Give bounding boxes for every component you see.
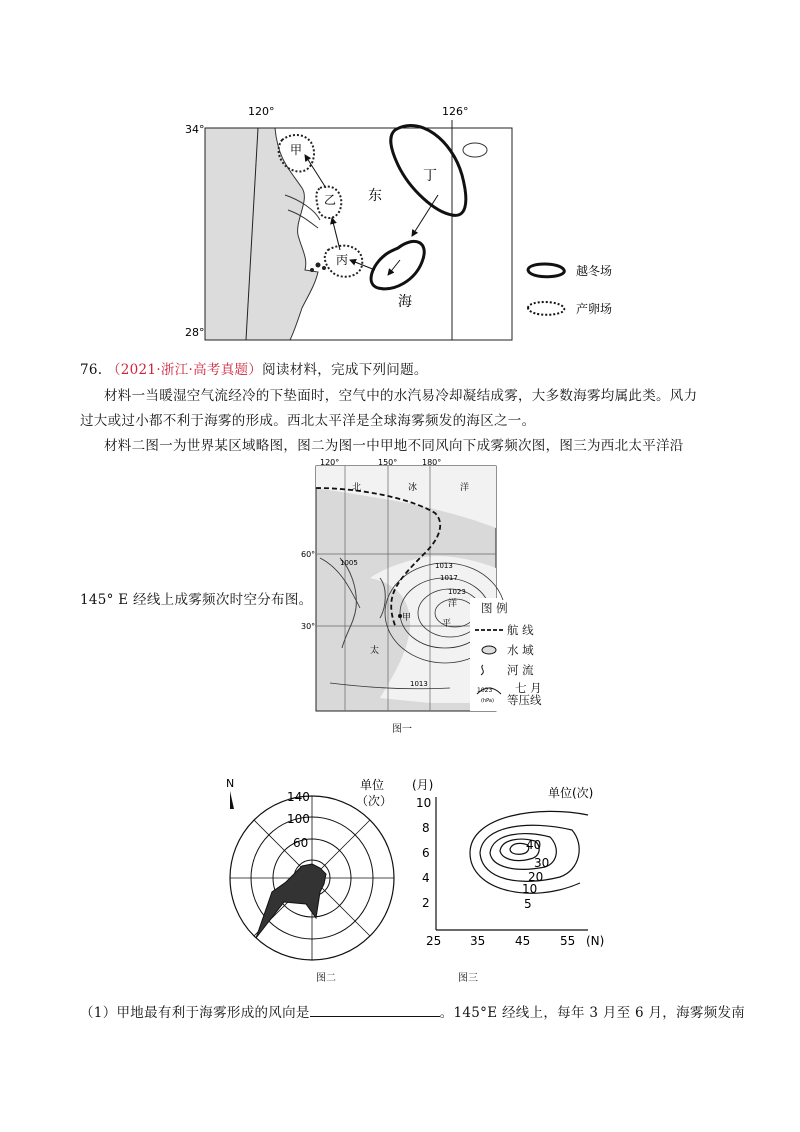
- material1-line1: 材料一当暖湿空气流经冷的下垫面时，空气中的水汽易冷却凝结成雾，大多数海雾均属此类。风力: [104, 388, 698, 404]
- map1-lon-126: 126°: [442, 105, 469, 118]
- sub-question-1: [80, 1001, 745, 1021]
- fig1-lat-60: 60°: [301, 550, 316, 559]
- fig2-ring-100: 100: [287, 812, 310, 826]
- map1-sea-hai: 海: [398, 294, 412, 310]
- fig1-label-bing: 冰: [408, 483, 418, 493]
- fig3-unit: 单位(次): [548, 786, 594, 800]
- fig1-lon-150: 150°: [378, 458, 398, 467]
- china-coast-land: [205, 128, 318, 340]
- map1-label-ding: 丁: [423, 168, 437, 184]
- question-prompt: 阅读材料，完成下列问题。: [262, 362, 428, 378]
- map1-lat-34: 34°: [185, 123, 205, 136]
- svg-text:(hPa): (hPa): [481, 698, 494, 704]
- fig3-x-45: 45: [515, 934, 531, 948]
- fig3-contour-30: 30: [534, 856, 550, 870]
- fig1-isobar-1013b: 1013: [410, 680, 428, 688]
- fig1-isobar-1013a: 1013: [435, 562, 453, 570]
- fig3-x-unit: (N): [586, 934, 605, 948]
- fig1-legend-isobar-sub: 等压线: [507, 693, 542, 707]
- answer-blank[interactable]: [310, 1004, 440, 1017]
- figure3-caption: 图三: [458, 973, 478, 984]
- legend-water-symbol: [475, 645, 503, 655]
- fig1-label-yang2: 洋: [448, 599, 458, 609]
- question-number: 76.: [80, 362, 103, 378]
- fig1-legend-title: 图 例: [481, 601, 508, 615]
- map1-label-yi: 乙: [324, 193, 337, 207]
- figure2-wind-rose: [220, 775, 415, 950]
- east-china-sea-map: [185, 100, 640, 350]
- fig3-contour-20: 20: [528, 870, 544, 884]
- fig1-legend-isobar: 七 月: [515, 681, 542, 695]
- figure1-region-map: [300, 458, 500, 714]
- legend-isobar-symbol: [475, 682, 503, 704]
- map1-lon-120: 120°: [248, 105, 275, 118]
- fig1-label-bei: 北: [352, 483, 362, 493]
- legend-spawning-symbol: [528, 302, 564, 315]
- fig1-lon-120: 120°: [320, 458, 340, 467]
- fig3-y-8: 8: [422, 821, 430, 835]
- north-arrow-icon: [230, 791, 234, 809]
- wind-rose-frequency-area: [256, 864, 326, 938]
- legend-river-symbol: [475, 664, 503, 676]
- fig3-y-4: 4: [422, 871, 430, 885]
- fig1-label-yang: 洋: [460, 483, 470, 493]
- fig2-north: N: [226, 777, 235, 790]
- sub-question-1-after: 。145°E 经线上，每年 3 月至 6 月，海雾频发南: [439, 1005, 746, 1021]
- fig2-ring-60: 60: [293, 836, 309, 850]
- map1-sea-dong: 东: [368, 188, 382, 204]
- map1-label-bing: 丙: [336, 253, 349, 267]
- legend-wintering-symbol: [528, 264, 564, 277]
- svg-text:1023: 1023: [477, 687, 493, 694]
- fig3-y-6: 6: [422, 846, 430, 860]
- fig1-lon-180: 180°: [422, 458, 442, 467]
- fig1-isobar-1005: 1005: [340, 559, 358, 567]
- figure1-legend: [475, 600, 555, 706]
- legend-route-symbol: [475, 626, 503, 634]
- fig2-unit-2: （次）: [356, 794, 393, 808]
- fig3-contour-40: 40: [526, 838, 542, 852]
- fig3-x-35: 35: [470, 934, 486, 948]
- fig3-y-10: 10: [416, 796, 432, 810]
- fig3-y-2: 2: [422, 896, 430, 910]
- material1-line2: 过大或过小都不利于海雾的形成。西北太平洋是全球海雾频发的海区之一。: [80, 413, 536, 429]
- fig1-label-jia: 甲: [402, 613, 412, 623]
- fig2-ring-140: 140: [287, 790, 310, 804]
- question-source: （2021·浙江·高考真题）: [106, 362, 263, 378]
- map1-label-jia: 甲: [290, 143, 303, 157]
- fig1-isobar-1023: 1023: [448, 588, 466, 596]
- fig3-y-unit: (月): [412, 778, 434, 792]
- figure3-fog-contour: [410, 775, 625, 950]
- figure2-caption: 图二: [316, 973, 336, 984]
- fig1-label-ping: 平: [442, 619, 452, 629]
- map1-lat-28: 28°: [185, 326, 205, 339]
- figure1-caption: 图一: [392, 724, 412, 735]
- legend-spawning-label: 产卵场: [576, 302, 613, 316]
- question-heading: [80, 358, 428, 378]
- material2-line1: 材料二图一为世界某区域略图，图二为图一中甲地不同风向下成雾频次图，图三为西北太平洋沿: [104, 438, 684, 454]
- fig2-unit-1: 单位: [360, 778, 385, 792]
- fig1-legend-river: 河 流: [507, 663, 534, 677]
- legend-wintering-label: 越冬场: [576, 264, 613, 278]
- sub-question-1-before: （1）甲地最有利于海雾形成的风向是: [80, 1005, 310, 1021]
- fig1-label-tai: 太: [370, 646, 380, 656]
- fig1-lat-30: 30°: [301, 622, 316, 631]
- fig3-contour-10: 10: [522, 882, 538, 896]
- fig3-x-25: 25: [426, 934, 442, 948]
- fig1-legend-route: 航 线: [507, 623, 534, 637]
- fig3-contour-5: 5: [524, 897, 532, 911]
- fig3-x-55: 55: [560, 934, 576, 948]
- fig1-isobar-1017: 1017: [440, 574, 458, 582]
- fig1-legend-water: 水 域: [507, 643, 534, 657]
- material2-line2: 145° E 经线上成雾频次时空分布图。: [80, 592, 313, 608]
